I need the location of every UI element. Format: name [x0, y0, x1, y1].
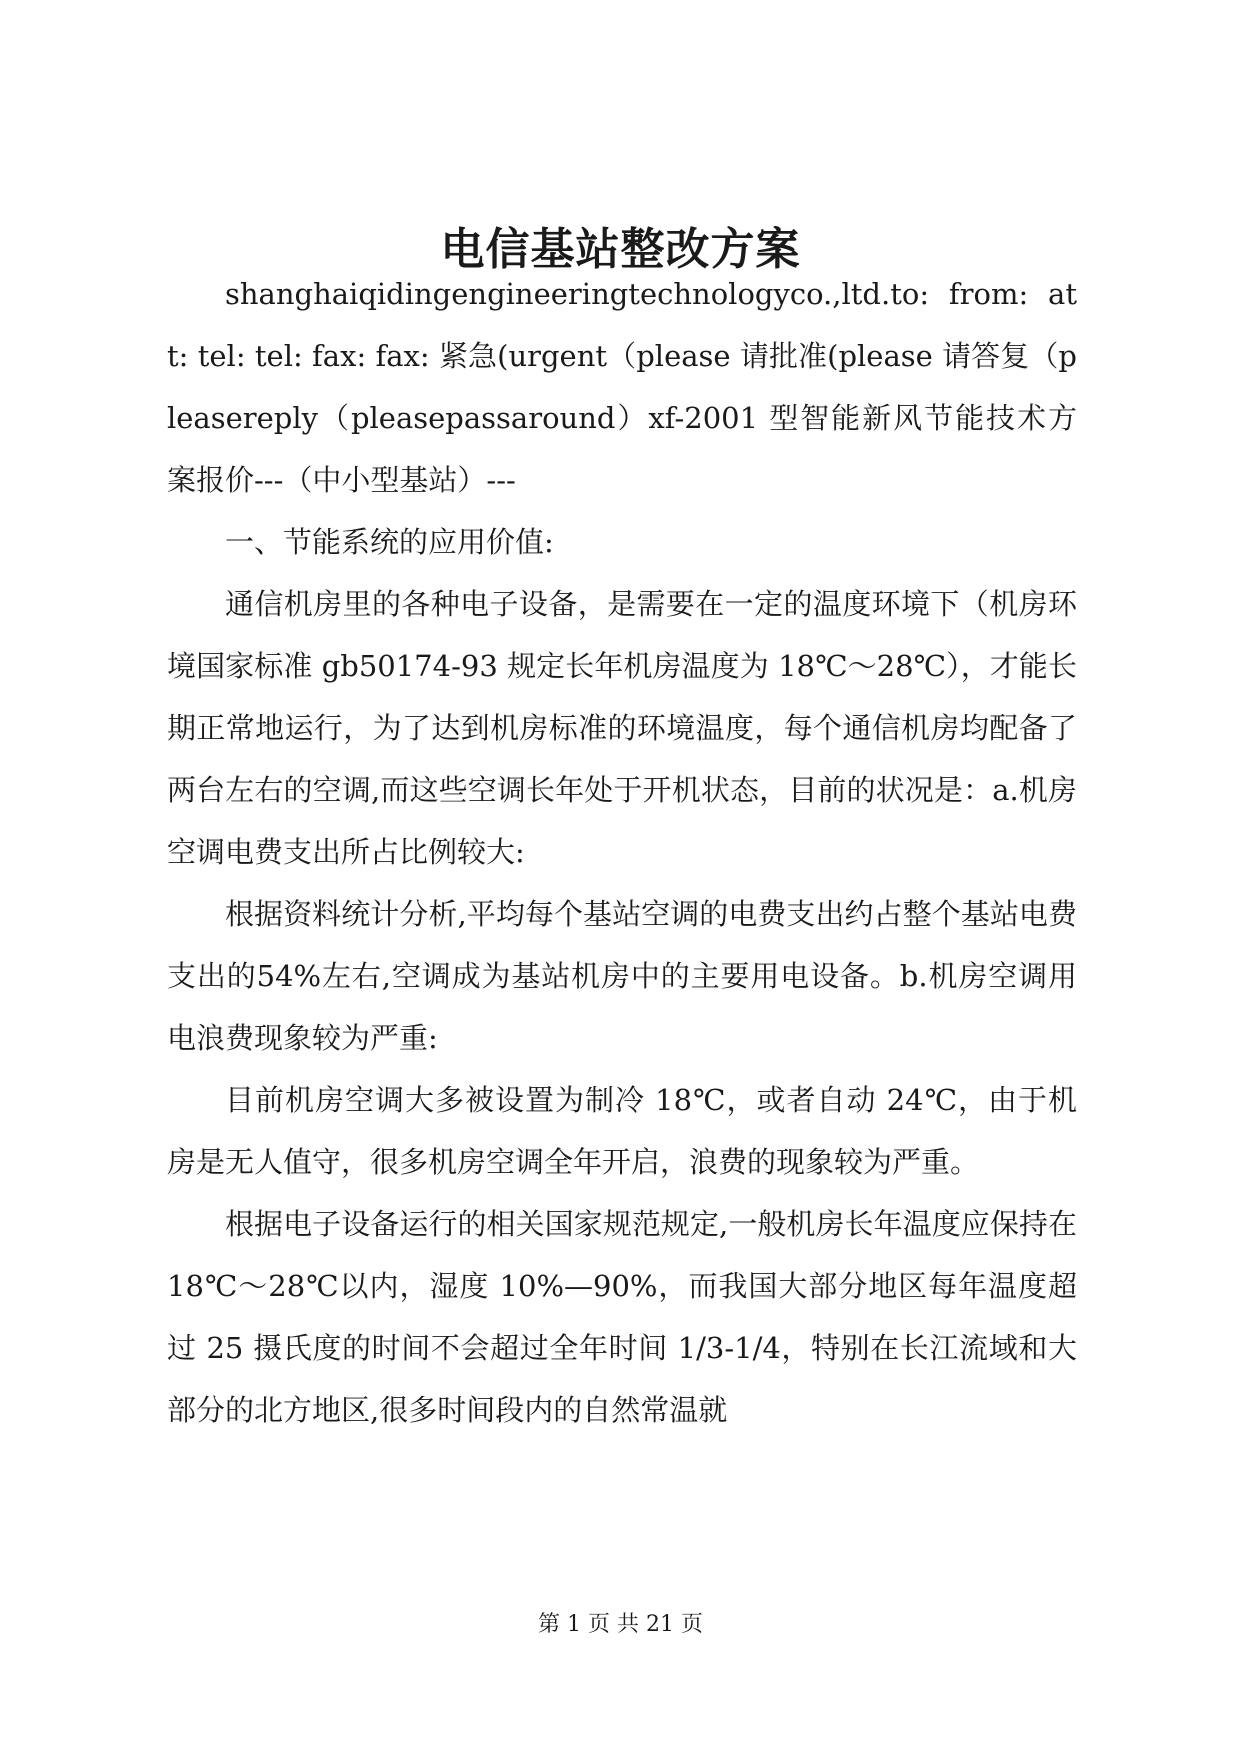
paragraph-header-info: shanghaiqidingengineeringtechnologyco.,ltd.to: from: att: tel: tel: fax: fax: 紧急(urgent（please 请批准(please 请答复（pleasereply（pleasepassaround）xf-2001 型智能新风节能技术方案报价---（中小型基站）--- — [167, 277, 1077, 497]
document-body — [167, 263, 1077, 1441]
paragraph-section-heading: 一、节能系统的应用价值: — [225, 525, 554, 559]
paragraph-electricity-statistics: 根据资料统计分析,平均每个基站空调的电费支出约占整个基站电费支出的54%左右,空调成为基站机房中的主要用电设备。b.机房空调用电浪费现象较为严重: — [167, 897, 1077, 1055]
paragraph-equipment-environment: 通信机房里的各种电子设备，是需要在一定的温度环境下（机房环境国家标准 gb50174-93 规定长年机房温度为 18℃～28℃），才能长期正常地运行，为了达到机房标准的环境温度，每个通信机房均配备了两台左右的空调,而这些空调长年处于开机状态，目前的状况是：a.机房空调电费支出所占比例较大: — [167, 587, 1077, 869]
page-footer: 第 1 页 共 21 页 — [538, 1612, 703, 1637]
paragraph-ac-settings: 目前机房空调大多被设置为制冷 18℃，或者自动 24℃，由于机房是无人值守，很多机房空调全年开启，浪费的现象较为严重。 — [167, 1083, 1077, 1179]
paragraph-national-standard: 根据电子设备运行的相关国家规范规定,一般机房长年温度应保持在 18℃～28℃以内，湿度 10%—90%，而我国大部分地区每年温度超过 25 摄氏度的时间不会超过全年时间 1/3-1/4，特别在长江流域和大部分的北方地区,很多时间段内的自然常温就 — [167, 1207, 1077, 1427]
document-title: 电信基站整改方案 — [440, 224, 801, 275]
